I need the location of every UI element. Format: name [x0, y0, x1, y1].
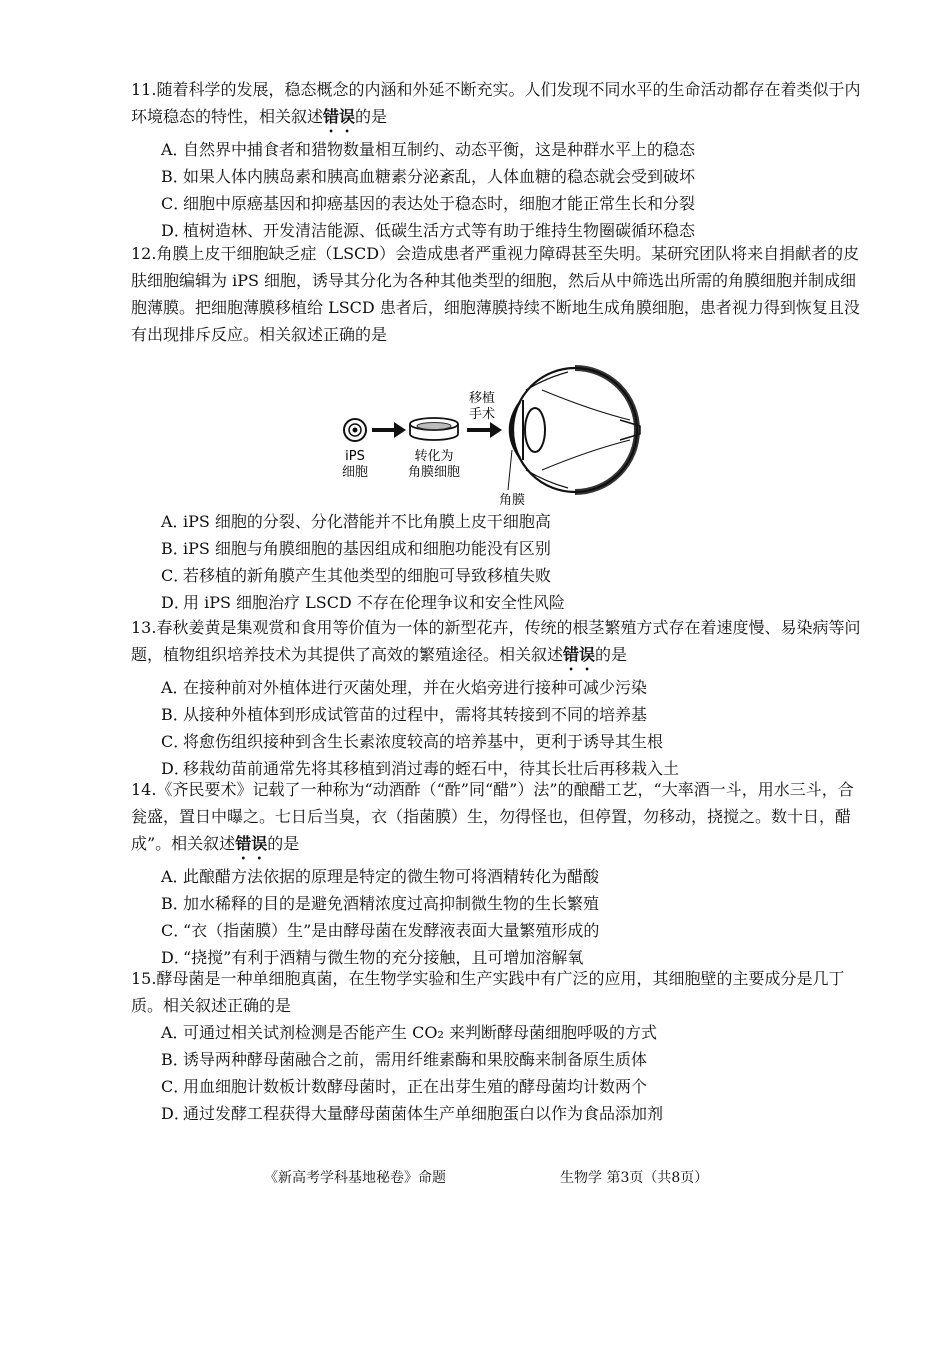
option-b: B．从接种外植体到形成试管苗的过程中，需将其转接到不同的培养基 — [161, 705, 648, 724]
ips-label-2: 细胞 — [341, 465, 369, 480]
question-stem: 13.春秋姜黄是集观赏和食用等价值为一体的新型花卉，传统的根茎繁殖方式存在着速度慢、易染病等问题，植物组织培养技术为其提供了高效的繁殖途径。相关叙述错误的是 — [131, 618, 861, 664]
petri-dish-icon — [410, 418, 458, 440]
option-c: C．将愈伤组织接种到含生长素浓度较高的培养基中，更利于诱导其生根 — [161, 732, 664, 751]
option-b: B．如果人体内胰岛素和胰高血糖素分泌紊乱，人体血糖的稳态就会受到破坏 — [161, 167, 696, 186]
option-b: B．诱导两种酵母菌融合之前，需用纤维素酶和果胶酶来制备原生质体 — [161, 1050, 648, 1069]
transplant-label-2: 手术 — [468, 407, 496, 422]
question-stem: 11.随着科学的发展，稳态概念的内涵和外延不断充实。人们发现不同水平的生命活动都存在着类似于内环境稳态的特性，相关叙述错误的是 — [131, 80, 861, 126]
question-13 — [131, 614, 866, 782]
emphasis-text: 错误 — [235, 834, 268, 853]
ips-cell-icon — [344, 419, 366, 441]
question-stem: 12.角膜上皮干细胞缺乏症（LSCD）会造成患者严重视力障碍甚至失明。某研究团队将来自捐献者的皮肤细胞编辑为 iPS 细胞，诱导其分化为各种其他类型的细胞，然后从中筛选出所需的角膜细胞并制成细胞薄膜。把细胞薄膜移植给 LSCD 患者后，细胞薄膜持续不断地生成角膜细胞，患者视力得到恢复且没有出现排斥反应。相关叙述正确的是 — [131, 244, 860, 344]
option-c: C．若移植的新角膜产生其他类型的细胞可导致移植失败 — [161, 566, 552, 585]
option-c: C．“衣（指菌膜）生”是由酵母菌在发酵液表面大量繁殖形成的 — [161, 921, 600, 940]
question-stem: 14.《齐民要术》记载了一种称为“动酒酢（“酢”同“醋”）法”的酿醋工艺，“大率酒一斗，用水三斗，合瓮盛，置日中曝之。七日后当臭，衣（指菌膜）生，勿得怪也，但停置，勿移动，挠搅之。数十日，醋成”。相关叙述错误的是 — [131, 780, 854, 853]
option-d: D．通过发酵工程获得大量酵母菌菌体生产单细胞蛋白以作为食品添加剂 — [161, 1104, 664, 1123]
ips-transplant-figure — [330, 350, 650, 510]
option-c: C．细胞中原癌基因和抑癌基因的表达处于稳态时，细胞才能正常生长和分裂 — [161, 194, 696, 213]
emphasis-text: 错误 — [323, 107, 356, 126]
option-b: B．iPS 细胞与角膜细胞的基因组成和细胞功能没有区别 — [161, 539, 551, 558]
ips-label-1: iPS — [345, 449, 365, 464]
option-a: A．自然界中捕食者和猎物数量相互制约、动态平衡，这是种群水平上的稳态 — [161, 140, 696, 159]
question-stem: 15.酵母菌是一种单细胞真菌，在生物学实验和生产实践中有广泛的应用，其细胞壁的主要成分是几丁质。相关叙述正确的是 — [131, 969, 845, 1015]
cornea-label: 角膜 — [498, 493, 526, 508]
footer-page-number: 生物学 第3页（共8页） — [560, 1170, 709, 1186]
question-15 — [131, 965, 866, 1127]
option-d: D．移栽幼苗前通常先将其移植到消过毒的蛭石中，待其长壮后再移栽入土 — [161, 759, 680, 778]
option-c: C．用血细胞计数板计数酵母菌时，正在出芽生殖的酵母菌均计数两个 — [161, 1077, 648, 1096]
arrow-icon — [372, 422, 406, 438]
option-d: D．植树造林、开发清洁能源、低碳生活方式等有助于维持生物圈碳循环稳态 — [161, 221, 696, 240]
option-b: B．加水稀释的目的是避免酒精浓度过高抑制微生物的生长繁殖 — [161, 894, 600, 913]
transform-label-2: 角膜细胞 — [407, 465, 461, 480]
question-12 — [131, 240, 866, 348]
option-d: D．用 iPS 细胞治疗 LSCD 不存在伦理争议和安全性风险 — [161, 593, 565, 612]
footer-source: 《新高考学科基地秘卷》命题 — [264, 1170, 446, 1186]
question-12-options — [131, 508, 866, 616]
transplant-label-1: 移植 — [468, 391, 496, 406]
option-a: A．此酿醋方法依据的原理是特定的微生物可将酒精转化为醋酸 — [161, 867, 600, 886]
emphasis-text: 错误 — [563, 645, 596, 664]
eye-icon — [508, 368, 640, 492]
option-a: A．可通过相关试剂检测是否能产生 CO₂ 来判断酵母菌细胞呼吸的方式 — [161, 1023, 657, 1042]
question-14 — [131, 776, 866, 971]
option-a: A．iPS 细胞的分裂、分化潜能并不比角膜上皮干细胞高 — [161, 512, 551, 531]
option-a: A．在接种前对外植体进行灭菌处理，并在火焰旁进行接种可减少污染 — [161, 678, 648, 697]
arrow-icon — [467, 422, 502, 438]
question-11 — [131, 76, 866, 244]
transform-label-1: 转化为 — [414, 449, 454, 464]
option-d: D．“挠搅”有利于酒精与微生物的充分接触，且可增加溶解氧 — [161, 948, 584, 967]
